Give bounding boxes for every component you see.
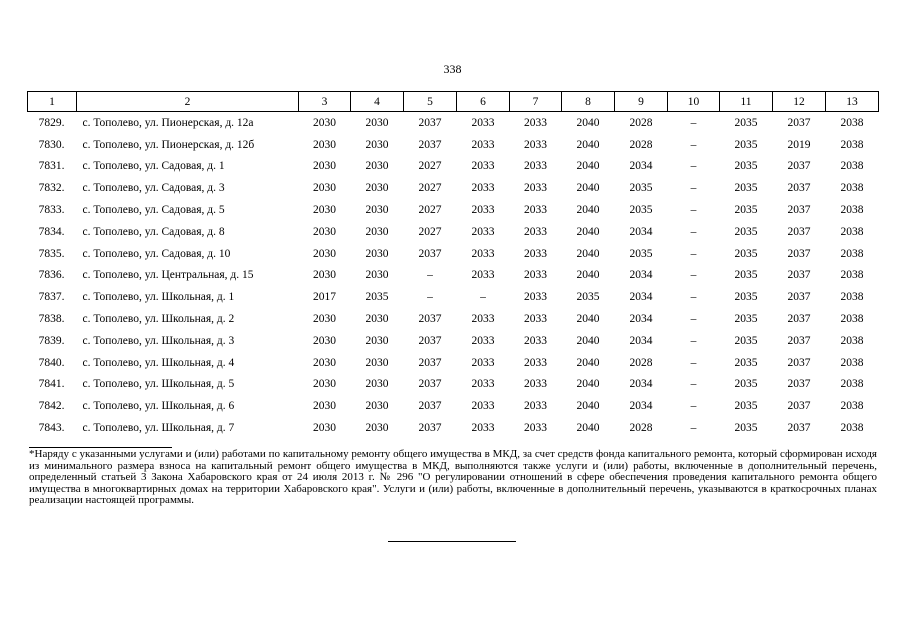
year-cell: 2033 bbox=[471, 400, 495, 413]
year-cell: – bbox=[690, 204, 697, 217]
row-number-cell: 7842. bbox=[38, 400, 65, 413]
year-cell: – bbox=[690, 247, 697, 260]
column-header: 2 bbox=[77, 92, 299, 112]
year-cell: 2028 bbox=[629, 138, 653, 151]
year-cell: 2040 bbox=[576, 138, 600, 151]
column-header: 13 bbox=[826, 92, 879, 112]
column-header: 12 bbox=[773, 92, 826, 112]
year-cell: 2035 bbox=[734, 225, 758, 238]
year-cell: 2038 bbox=[840, 291, 864, 304]
year-cell: 2037 bbox=[787, 400, 811, 413]
year-cell: 2034 bbox=[629, 334, 653, 347]
year-cell: 2037 bbox=[787, 116, 811, 129]
year-cell: – bbox=[690, 334, 697, 347]
year-cell: – bbox=[690, 225, 697, 238]
end-of-page-rule bbox=[388, 541, 516, 542]
year-cell: 2028 bbox=[629, 356, 653, 369]
year-cell: 2038 bbox=[840, 182, 864, 195]
year-cell: 2035 bbox=[734, 204, 758, 217]
year-cell: 2033 bbox=[524, 291, 547, 304]
year-cell: 2030 bbox=[365, 160, 389, 173]
year-cell: 2035 bbox=[629, 204, 653, 217]
year-cell: – bbox=[690, 116, 697, 129]
year-cell: 2038 bbox=[840, 334, 864, 347]
year-cell: 2030 bbox=[365, 422, 389, 435]
table-row bbox=[28, 286, 879, 308]
year-cell: 2027 bbox=[418, 225, 442, 238]
year-cell: 2040 bbox=[576, 116, 600, 129]
year-cell: 2038 bbox=[840, 247, 864, 260]
year-cell: 2033 bbox=[524, 334, 547, 347]
year-cell: 2040 bbox=[576, 400, 600, 413]
table-row bbox=[28, 308, 879, 330]
address-cell: с. Тополево, ул. Садовая, д. 5 bbox=[82, 204, 225, 217]
year-cell: 2030 bbox=[313, 269, 336, 282]
year-cell: 2037 bbox=[787, 204, 811, 217]
year-cell: 2033 bbox=[471, 313, 495, 326]
year-cell: 2035 bbox=[734, 400, 758, 413]
year-cell: 2033 bbox=[524, 269, 547, 282]
year-cell: 2037 bbox=[787, 313, 811, 326]
year-cell: 2037 bbox=[787, 378, 811, 391]
year-cell: 2035 bbox=[734, 269, 758, 282]
year-cell: 2038 bbox=[840, 138, 864, 151]
address-cell: с. Тополево, ул. Школьная, д. 4 bbox=[82, 356, 235, 369]
year-cell: 2035 bbox=[365, 291, 389, 304]
year-cell: 2037 bbox=[418, 356, 442, 369]
year-cell: 2033 bbox=[524, 116, 547, 129]
year-cell: – bbox=[690, 138, 697, 151]
year-cell: 2030 bbox=[313, 138, 336, 151]
year-cell: – bbox=[690, 160, 697, 173]
year-cell: 2037 bbox=[418, 378, 442, 391]
year-cell: 2035 bbox=[734, 378, 758, 391]
address-cell: с. Тополево, ул. Школьная, д. 1 bbox=[82, 291, 235, 304]
year-cell: 2033 bbox=[524, 247, 547, 260]
table-row bbox=[28, 177, 879, 199]
year-cell: – bbox=[690, 422, 697, 435]
year-cell: – bbox=[690, 269, 697, 282]
year-cell: 2034 bbox=[629, 269, 653, 282]
year-cell: 2033 bbox=[471, 225, 495, 238]
year-cell: 2037 bbox=[787, 356, 811, 369]
year-cell: 2037 bbox=[418, 334, 442, 347]
year-cell: 2037 bbox=[787, 291, 811, 304]
column-header: 6 bbox=[457, 92, 510, 112]
year-cell: – bbox=[690, 313, 697, 326]
year-cell: 2030 bbox=[313, 204, 336, 217]
year-cell: – bbox=[690, 400, 697, 413]
year-cell: 2040 bbox=[576, 313, 600, 326]
year-cell: 2038 bbox=[840, 204, 864, 217]
year-cell: – bbox=[690, 291, 697, 304]
year-cell: 2034 bbox=[629, 225, 653, 238]
row-number-cell: 7831. bbox=[38, 160, 65, 173]
year-cell: 2037 bbox=[787, 225, 811, 238]
table-row bbox=[28, 156, 879, 178]
year-cell: 2033 bbox=[471, 269, 495, 282]
address-cell: с. Тополево, ул. Школьная, д. 5 bbox=[82, 378, 235, 391]
footnote-text: *Наряду с указанными услугами и (или) работами по капитальному ремонту общего имущества в МКД, за счет средств фонда капитального ремонта, который сформирован исходя из минимального размера взноса на капитальный ремонт общего имущества в МКД, выполняются также услуги и (или) работы, включенные в дополнительный перечень, определенный статьей 3 Закона Хабаровского края от 24 июля 2013 г. № 296 "О регулировании отношений в сфере обеспечения проведения капитального ремонта общего имущества в многоквартирных домах на территории Хабаровского края". Услуги и (или) работы, включенные в дополнительный перечень, указываются в краткосрочных планах реализации настоящей программы. bbox=[29, 448, 877, 506]
address-cell: с. Тополево, ул. Школьная, д. 2 bbox=[82, 313, 235, 326]
address-cell: с. Тополево, ул. Садовая, д. 3 bbox=[82, 182, 225, 195]
year-cell: 2040 bbox=[576, 422, 600, 435]
year-cell: 2038 bbox=[840, 400, 864, 413]
row-number-cell: 7833. bbox=[38, 204, 65, 217]
year-cell: 2033 bbox=[524, 160, 547, 173]
year-cell: 2034 bbox=[629, 313, 653, 326]
year-cell: 2030 bbox=[365, 356, 389, 369]
year-cell: 2030 bbox=[365, 138, 389, 151]
year-cell: 2030 bbox=[365, 334, 389, 347]
table-row bbox=[28, 330, 879, 352]
year-cell: 2030 bbox=[365, 378, 389, 391]
year-cell: 2030 bbox=[313, 378, 336, 391]
year-cell: 2030 bbox=[365, 204, 389, 217]
year-cell: 2035 bbox=[734, 160, 758, 173]
row-number-cell: 7834. bbox=[38, 225, 65, 238]
year-cell: 2027 bbox=[418, 160, 442, 173]
header-row bbox=[28, 92, 879, 112]
year-cell: 2033 bbox=[471, 138, 495, 151]
column-header: 9 bbox=[615, 92, 668, 112]
year-cell: 2035 bbox=[629, 182, 653, 195]
footnote bbox=[29, 449, 877, 507]
year-cell: 2033 bbox=[471, 204, 495, 217]
year-cell: 2030 bbox=[313, 334, 336, 347]
address-cell: с. Тополево, ул. Школьная, д. 3 bbox=[82, 334, 235, 347]
year-cell: 2035 bbox=[734, 313, 758, 326]
year-cell: 2040 bbox=[576, 204, 600, 217]
year-cell: – bbox=[690, 378, 697, 391]
year-cell: 2033 bbox=[524, 378, 547, 391]
year-cell: 2037 bbox=[418, 313, 442, 326]
year-cell: 2028 bbox=[629, 116, 653, 129]
row-number-cell: 7830. bbox=[38, 138, 65, 151]
year-cell: 2040 bbox=[576, 225, 600, 238]
year-cell: 2028 bbox=[629, 422, 653, 435]
year-cell: 2030 bbox=[365, 400, 389, 413]
year-cell: 2035 bbox=[576, 291, 600, 304]
year-cell: 2030 bbox=[365, 313, 389, 326]
year-cell: 2035 bbox=[734, 291, 758, 304]
table-row bbox=[28, 243, 879, 265]
column-header: 11 bbox=[720, 92, 773, 112]
year-cell: 2033 bbox=[471, 422, 495, 435]
year-cell: 2038 bbox=[840, 356, 864, 369]
year-cell: 2030 bbox=[313, 313, 336, 326]
row-number-cell: 7843. bbox=[38, 422, 65, 435]
year-cell: 2033 bbox=[471, 160, 495, 173]
year-cell: 2030 bbox=[365, 182, 389, 195]
row-number-cell: 7829. bbox=[38, 116, 65, 129]
year-cell: 2033 bbox=[524, 204, 547, 217]
column-header: 7 bbox=[510, 92, 562, 112]
year-cell: 2033 bbox=[524, 138, 547, 151]
row-number-cell: 7836. bbox=[38, 269, 65, 282]
year-cell: 2037 bbox=[418, 422, 442, 435]
year-cell: 2038 bbox=[840, 116, 864, 129]
year-cell: 2030 bbox=[313, 225, 336, 238]
year-cell: 2033 bbox=[524, 313, 547, 326]
year-cell: 2035 bbox=[734, 138, 758, 151]
row-number-cell: 7837. bbox=[38, 291, 65, 304]
year-cell: 2017 bbox=[313, 291, 336, 304]
table-row bbox=[28, 199, 879, 221]
year-cell: 2035 bbox=[734, 356, 758, 369]
year-cell: 2033 bbox=[524, 356, 547, 369]
year-cell: 2038 bbox=[840, 269, 864, 282]
address-cell: с. Тополево, ул. Садовая, д. 8 bbox=[82, 225, 225, 238]
row-number-cell: 7832. bbox=[38, 182, 65, 195]
year-cell: 2033 bbox=[524, 182, 547, 195]
year-cell: 2033 bbox=[471, 247, 495, 260]
year-cell: 2037 bbox=[787, 182, 811, 195]
table-row bbox=[28, 112, 879, 134]
year-cell: – bbox=[480, 291, 486, 304]
column-header: 1 bbox=[28, 92, 77, 112]
table-row bbox=[28, 221, 879, 243]
page-number: 338 bbox=[443, 62, 462, 76]
row-number-cell: 7835. bbox=[38, 247, 65, 260]
year-cell: 2035 bbox=[629, 247, 653, 260]
year-cell: 2037 bbox=[787, 269, 811, 282]
year-cell: 2033 bbox=[471, 356, 495, 369]
year-cell: 2030 bbox=[313, 182, 336, 195]
year-cell: 2035 bbox=[734, 182, 758, 195]
year-cell: 2033 bbox=[524, 225, 547, 238]
year-cell: 2037 bbox=[418, 138, 442, 151]
address-cell: с. Тополево, ул. Пионерская, д. 12б bbox=[82, 138, 255, 151]
row-number-cell: 7840. bbox=[38, 356, 65, 369]
year-cell: 2037 bbox=[787, 160, 811, 173]
year-cell: 2033 bbox=[471, 378, 495, 391]
year-cell: 2035 bbox=[734, 422, 758, 435]
year-cell: 2037 bbox=[787, 422, 811, 435]
year-cell: 2034 bbox=[629, 378, 653, 391]
year-cell: 2035 bbox=[734, 247, 758, 260]
year-cell: 2027 bbox=[418, 182, 442, 195]
year-cell: 2040 bbox=[576, 247, 600, 260]
year-cell: 2030 bbox=[365, 225, 389, 238]
address-cell: с. Тополево, ул. Центральная, д. 15 bbox=[82, 269, 254, 282]
year-cell: 2030 bbox=[313, 116, 336, 129]
address-cell: с. Тополево, ул. Садовая, д. 1 bbox=[82, 160, 225, 173]
year-cell: 2030 bbox=[313, 356, 336, 369]
row-number-cell: 7839. bbox=[38, 334, 65, 347]
year-cell: 2040 bbox=[576, 334, 600, 347]
year-cell: 2037 bbox=[418, 247, 442, 260]
year-cell: – bbox=[690, 356, 697, 369]
year-cell: 2037 bbox=[787, 247, 811, 260]
year-cell: 2038 bbox=[840, 422, 864, 435]
row-number-cell: 7838. bbox=[38, 313, 65, 326]
year-cell: 2033 bbox=[471, 182, 495, 195]
address-cell: с. Тополево, ул. Школьная, д. 6 bbox=[82, 400, 235, 413]
year-cell: 2019 bbox=[787, 138, 811, 151]
column-header: 4 bbox=[351, 92, 404, 112]
year-cell: 2030 bbox=[365, 116, 389, 129]
column-header: 5 bbox=[404, 92, 457, 112]
address-cell: с. Тополево, ул. Школьная, д. 7 bbox=[82, 422, 235, 435]
table-row bbox=[28, 417, 879, 439]
year-cell: 2038 bbox=[840, 313, 864, 326]
year-cell: – bbox=[427, 269, 433, 282]
column-header: 3 bbox=[299, 92, 351, 112]
year-cell: 2034 bbox=[629, 400, 653, 413]
year-cell: 2038 bbox=[840, 225, 864, 238]
year-cell: 2040 bbox=[576, 182, 600, 195]
year-cell: – bbox=[690, 182, 697, 195]
year-cell: 2033 bbox=[524, 400, 547, 413]
year-cell: 2030 bbox=[365, 247, 389, 260]
table-row bbox=[28, 134, 879, 156]
address-cell: с. Тополево, ул. Пионерская, д. 12а bbox=[82, 116, 254, 129]
year-cell: 2030 bbox=[313, 160, 336, 173]
year-cell: 2033 bbox=[471, 334, 495, 347]
year-cell: 2027 bbox=[418, 204, 442, 217]
year-cell: 2038 bbox=[840, 378, 864, 391]
table-row bbox=[28, 374, 879, 396]
year-cell: 2037 bbox=[787, 334, 811, 347]
table-row bbox=[28, 395, 879, 417]
year-cell: 2040 bbox=[576, 269, 600, 282]
column-header: 10 bbox=[668, 92, 720, 112]
repair-schedule-table bbox=[27, 91, 879, 439]
year-cell: 2040 bbox=[576, 378, 600, 391]
year-cell: 2040 bbox=[576, 356, 600, 369]
year-cell: 2030 bbox=[365, 269, 389, 282]
column-header: 8 bbox=[562, 92, 615, 112]
year-cell: 2035 bbox=[734, 334, 758, 347]
year-cell: 2037 bbox=[418, 116, 442, 129]
year-cell: 2030 bbox=[313, 400, 336, 413]
row-number-cell: 7841. bbox=[38, 378, 65, 391]
year-cell: 2033 bbox=[471, 116, 495, 129]
year-cell: 2040 bbox=[576, 160, 600, 173]
year-cell: 2038 bbox=[840, 160, 864, 173]
year-cell: 2030 bbox=[313, 247, 336, 260]
year-cell: 2030 bbox=[313, 422, 336, 435]
year-cell: 2037 bbox=[418, 400, 442, 413]
table-body bbox=[28, 112, 879, 439]
year-cell: 2033 bbox=[524, 422, 547, 435]
table-row bbox=[28, 265, 879, 287]
year-cell: 2034 bbox=[629, 291, 653, 304]
year-cell: 2035 bbox=[734, 116, 758, 129]
address-cell: с. Тополево, ул. Садовая, д. 10 bbox=[82, 247, 231, 260]
year-cell: – bbox=[427, 291, 433, 304]
table-row bbox=[28, 352, 879, 374]
year-cell: 2034 bbox=[629, 160, 653, 173]
